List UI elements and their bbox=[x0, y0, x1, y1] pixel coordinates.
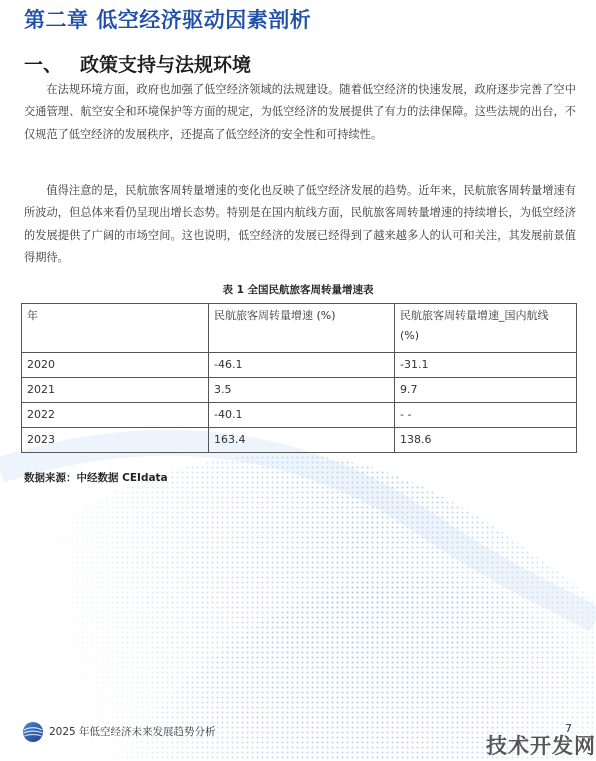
paragraph-passenger-trend: 值得注意的是，民航旅客周转量增速的变化也反映了低空经济发展的趋势。近年来，民航旅客周转量增速有所波动，但总体来看仍呈现出增长态势。特别是在国内航线方面，民航旅客周转量增速的持续增长，为低空经济的发展提供了广阔的市场空间。这也说明，低空经济的发展已经得到了越来越多人的认可和关注，其发展前景值得期待。 bbox=[24, 184, 576, 265]
table-header-row bbox=[22, 304, 577, 353]
cell-year: 2021 bbox=[22, 378, 209, 403]
passenger-turnover-table bbox=[21, 303, 577, 453]
cell-year: 2022 bbox=[22, 403, 209, 428]
cell-growth-domestic: 9.7 bbox=[395, 378, 577, 403]
data-source-note: 数据来源：中经数据 CEIdata bbox=[24, 472, 168, 484]
footer-report-title: 2025 年低空经济未来发展趋势分析 bbox=[49, 726, 216, 738]
table-row bbox=[22, 353, 577, 378]
globe-logo-icon bbox=[22, 721, 44, 743]
cell-growth-domestic: -31.1 bbox=[395, 353, 577, 378]
cell-growth-total: -40.1 bbox=[209, 403, 395, 428]
cell-year: 2023 bbox=[22, 428, 209, 453]
header-growth-total: 民航旅客周转量增速 (%) bbox=[209, 304, 395, 353]
paragraph-regulations: 在法规环境方面，政府也加强了低空经济领域的法规建设。随着低空经济的快速发展，政府逐步完善了空中交通管理、航空安全和环境保护等方面的规定，为低空经济的发展提供了有力的法律保障。这些法规的出台，不仅规范了低空经济的发展秩序，还提高了低空经济的安全性和可持续性。 bbox=[24, 83, 576, 141]
section-number: 一、 bbox=[24, 54, 63, 76]
table-row bbox=[22, 378, 577, 403]
section-heading bbox=[24, 50, 251, 77]
cell-growth-total: -46.1 bbox=[209, 353, 395, 378]
table-row bbox=[22, 428, 577, 453]
table-caption: 表 1 全国民航旅客周转量增速表 bbox=[222, 284, 374, 296]
header-year: 年 bbox=[22, 304, 209, 353]
section-title: 政策支持与法规环境 bbox=[80, 54, 252, 76]
cell-year: 2020 bbox=[22, 353, 209, 378]
chapter-title: 第二章 低空经济驱动因素剖析 bbox=[24, 8, 312, 32]
cell-growth-total: 3.5 bbox=[209, 378, 395, 403]
header-growth-domestic: 民航旅客周转量增速_国内航线 (%) bbox=[395, 304, 577, 353]
table-row bbox=[22, 403, 577, 428]
page-number: 7 bbox=[565, 722, 572, 735]
site-watermark: 技术开发网 bbox=[486, 734, 596, 758]
cell-growth-total: 163.4 bbox=[209, 428, 395, 453]
cell-growth-domestic: 138.6 bbox=[395, 428, 577, 453]
cell-growth-domestic: - - bbox=[395, 403, 577, 428]
